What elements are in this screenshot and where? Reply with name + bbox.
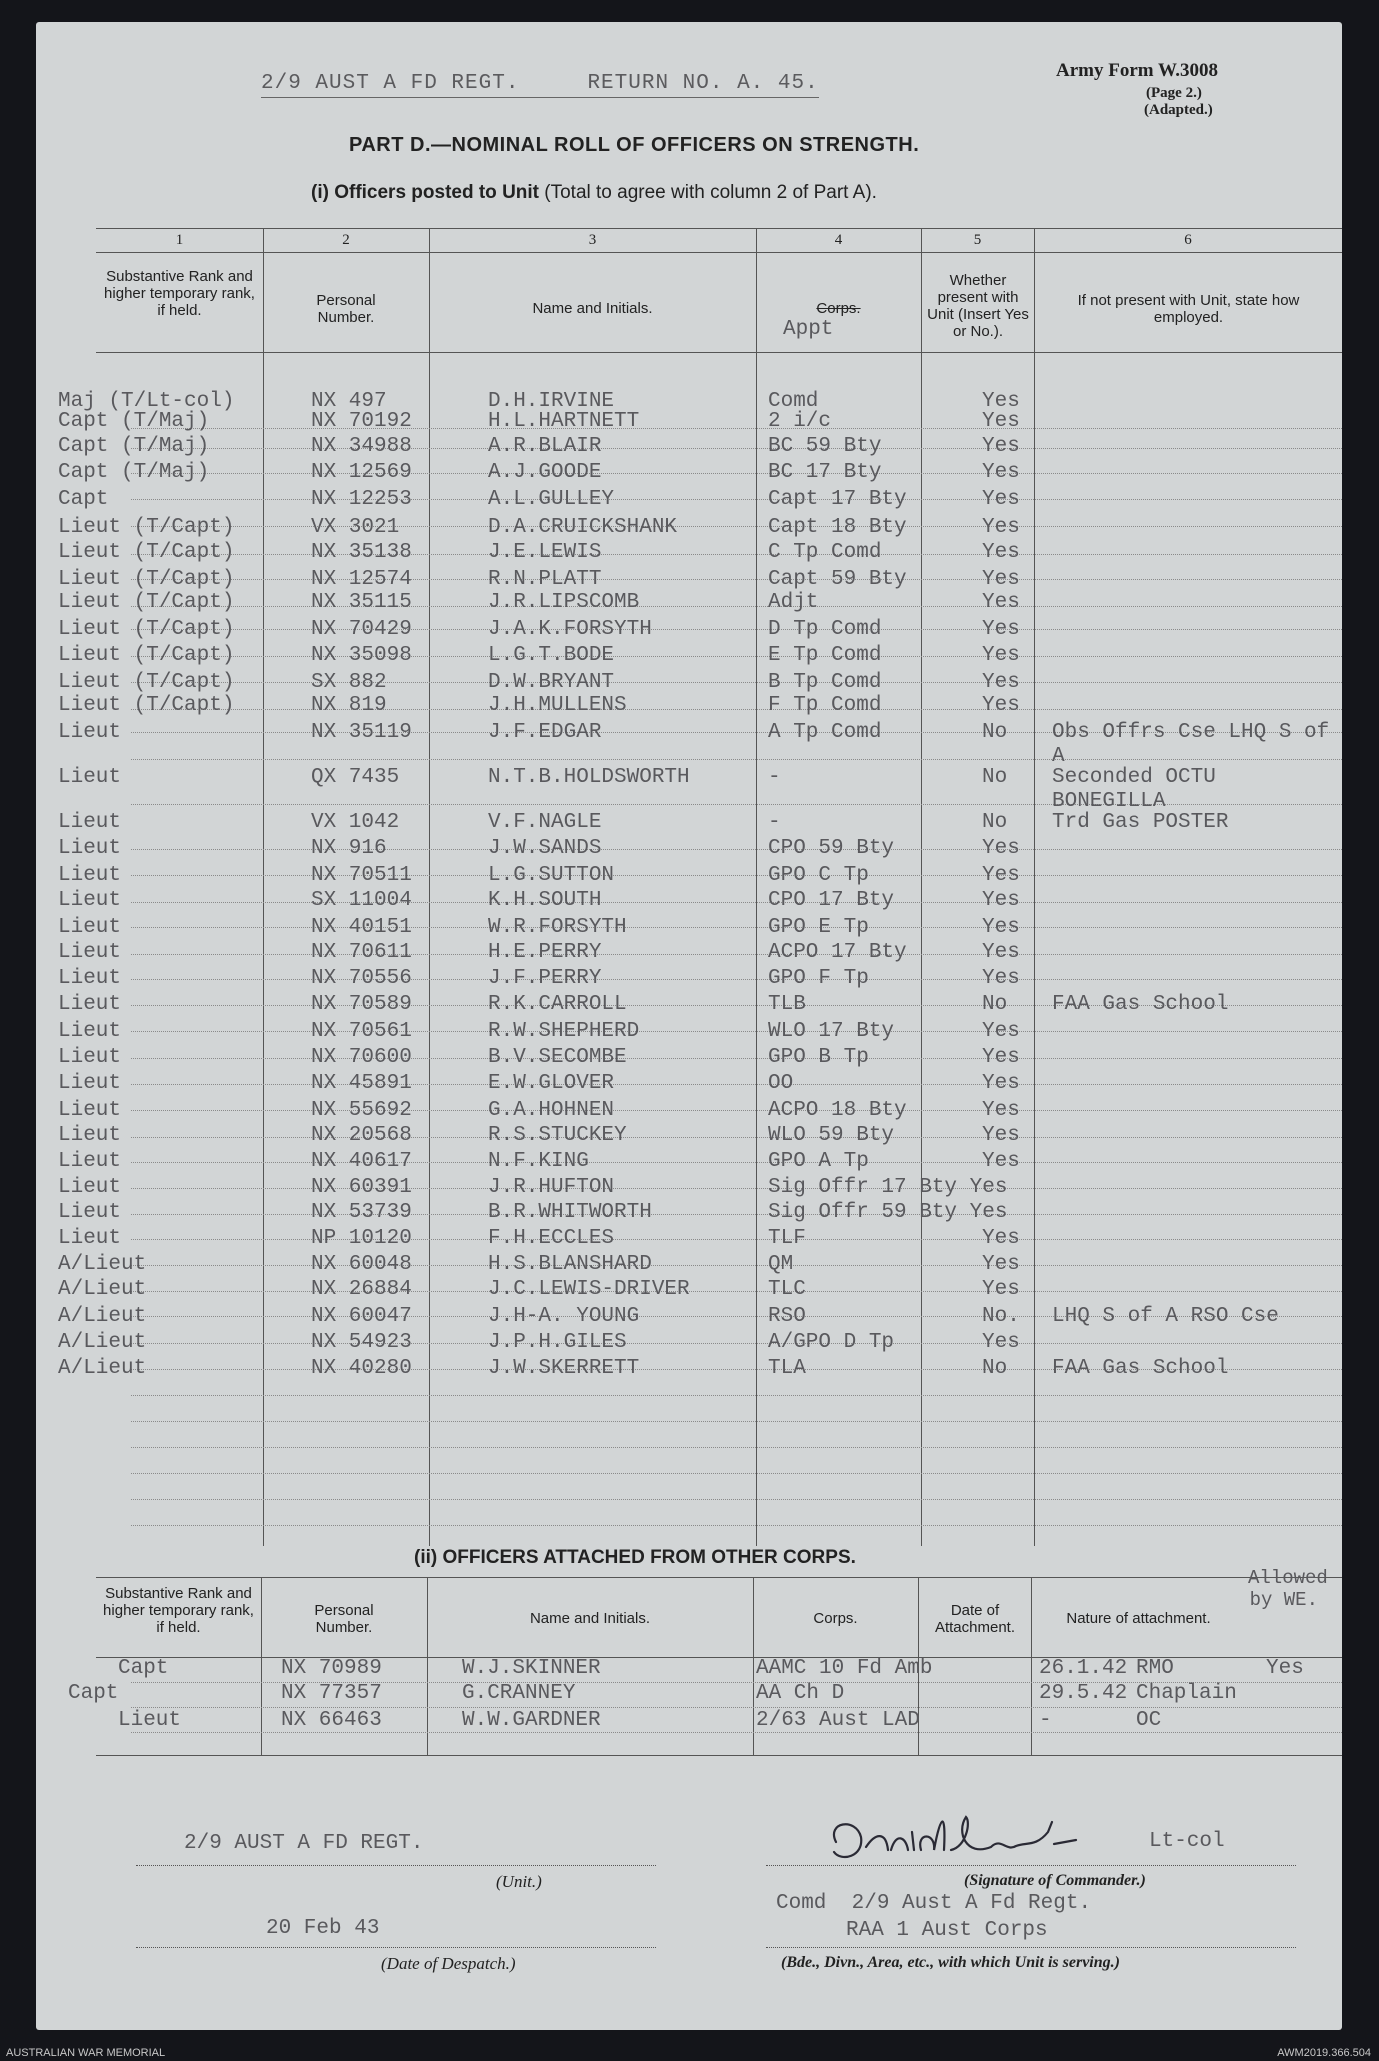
header-employed: If not present with Unit, state how employed. <box>1077 292 1300 326</box>
cell-name: A.L.GULLEY <box>488 488 615 511</box>
cell-appt: QM <box>768 1253 794 1276</box>
cell-appt: 2 i/c <box>768 410 832 433</box>
cell-rank: Lieut <box>58 1201 122 1224</box>
cell-pnum: NX 70561 <box>311 1020 412 1043</box>
cell-present: Yes <box>982 941 1020 964</box>
cell-present: No <box>982 811 1008 834</box>
cell-name: J.E.LEWIS <box>488 541 602 564</box>
cell-appt: TLF <box>768 1227 806 1250</box>
cell-name: J.W.SKERRETT <box>488 1357 640 1380</box>
cell-pnum: SX 11004 <box>311 889 412 912</box>
unit-value: 2/9 AUST A FD REGT. <box>184 1832 424 1855</box>
form-page: (Page 2.) <box>1146 85 1202 101</box>
cell-rank: Lieut <box>58 967 122 990</box>
cell-pnum: QX 7435 <box>311 766 400 789</box>
cell-appt: F Tp Comd <box>768 694 882 717</box>
t2-cell-date: 29.5.42 <box>1039 1682 1128 1705</box>
cell-appt: BC 59 Bty <box>768 435 882 458</box>
t2-cell-date: - <box>1039 1709 1052 1732</box>
credit-right: AWM2019.366.504 <box>1277 2047 1371 2059</box>
cell-present: No. <box>982 1305 1020 1328</box>
t2-cell-pnum: NX 66463 <box>281 1709 382 1732</box>
cell-present: No <box>982 721 1008 744</box>
cell-present: Yes <box>982 1099 1020 1122</box>
commander-signature <box>816 1802 1096 1882</box>
cell-appt: Comd <box>768 390 819 413</box>
cell-rank: Lieut (T/Capt) <box>58 591 235 614</box>
table1-col-divider <box>263 228 264 1546</box>
cell-present: Yes <box>982 591 1020 614</box>
cell-pnum: NX 497 <box>311 390 387 413</box>
cell-name: N.F.KING <box>488 1150 589 1173</box>
cell-rank: Lieut (T/Capt) <box>58 671 235 694</box>
cell-pnum: VX 1042 <box>311 811 400 834</box>
comd-line-1: Comd 2/9 Aust A Fd Regt. <box>776 1892 1092 1915</box>
cell-name: J.H.MULLENS <box>488 694 627 717</box>
cell-rank: Lieut (T/Capt) <box>58 694 235 717</box>
header-present: Whether present with Unit (Insert Yes or No.). <box>927 272 1029 340</box>
cell-pnum: NX 60391 <box>311 1176 412 1199</box>
cell-pnum: NX 916 <box>311 837 387 860</box>
cell-rank: Lieut <box>58 1176 122 1199</box>
t2-cell-corps: 2/63 Aust LAD <box>756 1709 920 1732</box>
t2-cell-name: W.J.SKINNER <box>462 1657 601 1680</box>
cell-present: Yes <box>982 864 1020 887</box>
row-rule <box>131 1499 1342 1500</box>
cell-name: V.F.NAGLE <box>488 811 602 834</box>
cell-rank: Lieut <box>58 1020 122 1043</box>
cell-rank: A/Lieut <box>58 1331 147 1354</box>
cell-rank: Lieut <box>58 1099 122 1122</box>
cell-appt: Adjt <box>768 591 819 614</box>
cell-appt: OO <box>768 1072 794 1095</box>
cell-name: J.R.HUFTON <box>488 1176 615 1199</box>
bde-rule <box>766 1947 1296 1948</box>
cell-pnum: NX 40151 <box>311 916 412 939</box>
cell-present: Yes <box>982 410 1020 433</box>
row-rule <box>131 1473 1342 1474</box>
t2-row-rule <box>131 1707 1342 1708</box>
header-personal-number: Personal Number. <box>316 292 376 326</box>
cell-rank: Lieut <box>58 993 122 1016</box>
cell-present: Yes <box>982 435 1020 458</box>
cell-name: G.A.HOHNEN <box>488 1099 615 1122</box>
col-number: 5 <box>973 232 982 248</box>
cell-pnum: NP 10120 <box>311 1227 412 1250</box>
cell-name: A.J.GOODE <box>488 461 602 484</box>
cell-pnum: NX 70611 <box>311 941 412 964</box>
cell-rank: A/Lieut <box>58 1253 147 1276</box>
cell-employed: FAA Gas School <box>1052 1357 1229 1380</box>
cell-present: Yes <box>982 837 1020 860</box>
cell-rank: Capt (T/Maj) <box>58 435 210 458</box>
table1-col-divider <box>1034 228 1035 1546</box>
cell-present: Yes <box>982 1046 1020 1069</box>
col-number: 2 <box>342 232 350 248</box>
table2-top-rule <box>96 1577 1342 1578</box>
cell-rank: Lieut (T/Capt) <box>58 516 235 539</box>
cell-pnum: NX 26884 <box>311 1278 412 1301</box>
section-i-note: (Total to agree with column 2 of Part A). <box>544 182 877 203</box>
allowed-by-we-note: Allowed by WE. <box>1248 1567 1328 1611</box>
cell-pnum: NX 60047 <box>311 1305 412 1328</box>
cell-appt: B Tp Comd <box>768 671 882 694</box>
cell-rank: Lieut <box>58 811 122 834</box>
t2-cell-rank: Lieut <box>118 1709 182 1732</box>
cell-appt: D Tp Comd <box>768 618 882 641</box>
header-corps: Corps. <box>816 300 861 317</box>
t2-cell-pnum: NX 70989 <box>281 1657 382 1680</box>
t2-cell-corps: AAMC 10 Fd Amb <box>756 1657 933 1680</box>
cell-name: L.G.T.BODE <box>488 644 615 667</box>
cell-appt: TLB <box>768 993 806 1016</box>
cell-pnum: NX 70600 <box>311 1046 412 1069</box>
cell-pnum: NX 12569 <box>311 461 412 484</box>
cell-rank: Lieut <box>58 721 122 744</box>
cell-name: D.A.CRUICKSHANK <box>488 516 678 539</box>
signature-label: (Signature of Commander.) <box>964 1872 1146 1889</box>
cell-name: J.R.LIPSCOMB <box>488 591 640 614</box>
cell-appt: GPO F Tp <box>768 967 869 990</box>
cell-name: W.R.FORSYTH <box>488 916 627 939</box>
cell-rank: Lieut <box>58 864 122 887</box>
table2-col-divider <box>1031 1577 1032 1755</box>
cell-rank: Capt <box>58 488 109 511</box>
t2-cell-allowed: Yes <box>1266 1657 1304 1680</box>
table2-col-divider <box>427 1577 428 1755</box>
cell-rank: Lieut <box>58 1227 122 1250</box>
cell-present: Yes <box>982 967 1020 990</box>
cell-appt: A/GPO D Tp <box>768 1331 895 1354</box>
table1-col-divider <box>756 228 757 1546</box>
table1-col-divider <box>429 228 430 1546</box>
corps-overtype-appt: Appt <box>783 318 834 341</box>
cell-employed: FAA Gas School <box>1052 993 1229 1016</box>
cell-pnum: NX 40617 <box>311 1150 412 1173</box>
cell-rank: Lieut <box>58 1150 122 1173</box>
t2-header-name: Name and Initials. <box>529 1610 651 1627</box>
cell-pnum: NX 35119 <box>311 721 412 744</box>
t2-cell-nature: RMO <box>1136 1657 1174 1680</box>
cell-pnum: NX 54923 <box>311 1331 412 1354</box>
table2-col-divider <box>261 1577 262 1755</box>
cell-present: Yes <box>982 390 1020 413</box>
cell-present: Yes <box>982 644 1020 667</box>
cell-name: D.H.IRVINE <box>488 390 615 413</box>
cell-appt: WLO 17 Bty <box>768 1020 895 1043</box>
cell-appt: ACPO 18 Bty <box>768 1099 907 1122</box>
cell-pnum: VX 3021 <box>311 516 400 539</box>
col-number: 3 <box>588 232 597 248</box>
table2-bottom-rule <box>96 1755 1342 1756</box>
cell-rank: Lieut <box>58 1072 122 1095</box>
cell-name: B.V.SECOMBE <box>488 1046 627 1069</box>
cell-appt: WLO 59 Bty <box>768 1124 895 1147</box>
cell-pnum: NX 20568 <box>311 1124 412 1147</box>
table1-colnum-rule <box>96 252 1342 253</box>
cell-employed: Trd Gas POSTER <box>1052 811 1229 834</box>
cell-appt: RSO <box>768 1305 806 1328</box>
cell-pnum: NX 12253 <box>311 488 412 511</box>
credit-left: AUSTRALIAN WAR MEMORIAL <box>6 2047 166 2059</box>
cell-present: Yes <box>982 1150 1020 1173</box>
cell-name: B.R.WHITWORTH <box>488 1201 652 1224</box>
table2-col-divider <box>753 1577 754 1755</box>
cell-present: Yes <box>982 1124 1020 1147</box>
form-adapted: (Adapted.) <box>1144 102 1213 118</box>
cell-pnum: NX 35115 <box>311 591 412 614</box>
cell-rank: Lieut <box>58 889 122 912</box>
cell-appt: TLC <box>768 1278 806 1301</box>
cell-pnum: NX 35138 <box>311 541 412 564</box>
cell-rank: A/Lieut <box>58 1305 147 1328</box>
cell-pnum: NX 70556 <box>311 967 412 990</box>
cell-present: Yes <box>982 889 1020 912</box>
unit-label: (Unit.) <box>496 1872 542 1891</box>
cell-rank: Lieut <box>58 916 122 939</box>
cell-rank: Lieut (T/Capt) <box>58 541 235 564</box>
cell-appt: CPO 59 Bty <box>768 837 895 860</box>
cell-appt: BC 17 Bty <box>768 461 882 484</box>
table1-header-rule <box>96 352 1342 353</box>
cell-appt: Sig Offr 17 Bty Yes <box>768 1176 1008 1199</box>
cell-name: K.H.SOUTH <box>488 889 602 912</box>
cell-present: Yes <box>982 1331 1020 1354</box>
cell-employed: Seconded OCTU BONEGILLA <box>1052 766 1216 813</box>
t2-cell-rank: Capt <box>68 1682 119 1705</box>
t2-cell-pnum: NX 77357 <box>281 1682 382 1705</box>
t2-header-date: Date of Attachment. <box>934 1602 1016 1636</box>
cell-pnum: NX 60048 <box>311 1253 412 1276</box>
row-rule <box>131 1525 1342 1526</box>
cell-name: E.W.GLOVER <box>488 1072 615 1095</box>
cell-appt: Capt 18 Bty <box>768 516 907 539</box>
cell-appt: GPO B Tp <box>768 1046 869 1069</box>
cell-present: Yes <box>982 1020 1020 1043</box>
cell-pnum: NX 55692 <box>311 1099 412 1122</box>
cell-rank: Lieut <box>58 1046 122 1069</box>
cell-appt: E Tp Comd <box>768 644 882 667</box>
cell-appt: Capt 17 Bty <box>768 488 907 511</box>
date-label: (Date of Despatch.) <box>381 1954 516 1973</box>
cell-present: Yes <box>982 1253 1020 1276</box>
cell-present: Yes <box>982 461 1020 484</box>
t2-header-corps: Corps. <box>813 1610 858 1627</box>
cell-name: D.W.BRYANT <box>488 671 615 694</box>
cell-name: J.F.PERRY <box>488 967 602 990</box>
cell-pnum: NX 45891 <box>311 1072 412 1095</box>
cell-name: L.G.SUTTON <box>488 864 615 887</box>
cell-pnum: NX 819 <box>311 694 387 717</box>
cell-appt: C Tp Comd <box>768 541 882 564</box>
unit-return-line: 2/9 AUST A FD REGT. RETURN NO. A. 45. <box>261 72 819 98</box>
t2-cell-corps: AA Ch D <box>756 1682 845 1705</box>
document-sheet <box>36 22 1342 2030</box>
section-i-heading <box>311 182 877 204</box>
cell-name: R.N.PLATT <box>488 568 602 591</box>
cell-present: No <box>982 1357 1008 1380</box>
signature-rule <box>766 1865 1296 1866</box>
cell-appt: GPO C Tp <box>768 864 869 887</box>
t2-header-personal-number: Personal Number. <box>314 1602 374 1636</box>
t2-cell-nature: OC <box>1136 1709 1162 1732</box>
cell-appt: - <box>768 811 781 834</box>
cell-name: J.H-A. YOUNG <box>488 1305 640 1328</box>
comd-line-2: RAA 1 Aust Corps <box>846 1919 1048 1942</box>
cell-rank: Lieut <box>58 837 122 860</box>
cell-name: F.H.ECCLES <box>488 1227 615 1250</box>
header-rank: Substantive Rank and higher temporary rank, if held. <box>104 268 255 319</box>
cell-present: Yes <box>982 568 1020 591</box>
cell-pnum: NX 53739 <box>311 1201 412 1224</box>
date-rule <box>136 1947 656 1948</box>
cell-pnum: NX 70192 <box>311 410 412 433</box>
cell-appt: CPO 17 Bty <box>768 889 895 912</box>
cell-appt: GPO A Tp <box>768 1150 869 1173</box>
cell-appt: GPO E Tp <box>768 916 869 939</box>
t2-cell-nature: Chaplain <box>1136 1682 1237 1705</box>
t2-cell-date: 26.1.42 <box>1039 1657 1128 1680</box>
cell-rank: Lieut (T/Capt) <box>58 618 235 641</box>
date-of-despatch-value: 20 Feb 43 <box>266 1917 380 1940</box>
signature-rank: Lt-col <box>1149 1830 1225 1853</box>
cell-rank: A/Lieut <box>58 1357 147 1380</box>
cell-rank: Maj (T/Lt-col) <box>58 390 235 413</box>
cell-present: Yes <box>982 1278 1020 1301</box>
cell-rank: Lieut <box>58 941 122 964</box>
row-rule <box>131 1395 1342 1396</box>
cell-rank: Lieut (T/Capt) <box>58 644 235 667</box>
cell-employed: Obs Offrs Cse LHQ S of A <box>1052 721 1330 768</box>
cell-name: J.A.K.FORSYTH <box>488 618 652 641</box>
part-title: PART D.—NOMINAL ROLL OF OFFICERS ON STRENGTH. <box>349 134 920 156</box>
table1-col-divider <box>921 228 922 1546</box>
cell-present: Yes <box>982 618 1020 641</box>
cell-pnum: SX 882 <box>311 671 387 694</box>
cell-pnum: NX 70589 <box>311 993 412 1016</box>
cell-name: J.P.H.GILES <box>488 1331 627 1354</box>
cell-pnum: NX 35098 <box>311 644 412 667</box>
bde-label: (Bde., Divn., Area, etc., with which Unit is serving.) <box>781 1954 1120 1971</box>
unit-rule <box>136 1865 656 1866</box>
cell-name: H.S.BLANSHARD <box>488 1253 652 1276</box>
cell-present: No <box>982 766 1008 789</box>
t2-header-rank: Substantive Rank and higher temporary rank, if held. <box>103 1585 254 1636</box>
col-number: 6 <box>1184 232 1192 248</box>
cell-name: J.F.EDGAR <box>488 721 602 744</box>
t2-cell-name: W.W.GARDNER <box>462 1709 601 1732</box>
cell-present: Yes <box>982 1072 1020 1095</box>
row-rule <box>131 1421 1342 1422</box>
cell-present: Yes <box>982 516 1020 539</box>
cell-rank: Lieut <box>58 766 122 789</box>
cell-name: J.C.LEWIS-DRIVER <box>488 1278 690 1301</box>
cell-rank: A/Lieut <box>58 1278 147 1301</box>
section-ii-title: (ii) OFFICERS ATTACHED FROM OTHER CORPS. <box>414 1547 856 1568</box>
cell-rank: Lieut (T/Capt) <box>58 568 235 591</box>
cell-name: A.R.BLAIR <box>488 435 602 458</box>
cell-name: R.W.SHEPHERD <box>488 1020 640 1043</box>
cell-appt: Capt 59 Bty <box>768 568 907 591</box>
cell-appt: ACPO 17 Bty <box>768 941 907 964</box>
cell-appt: Sig Offr 59 Bty Yes <box>768 1201 1008 1224</box>
cell-present: Yes <box>982 916 1020 939</box>
cell-rank: Capt (T/Maj) <box>58 410 210 433</box>
section-i-bold: (i) Officers posted to Unit <box>311 182 539 203</box>
cell-appt: - <box>768 766 781 789</box>
cell-pnum: NX 12574 <box>311 568 412 591</box>
cell-name: R.K.CARROLL <box>488 993 627 1016</box>
cell-employed: LHQ S of A RSO Cse <box>1052 1305 1279 1328</box>
row-rule <box>131 1447 1342 1448</box>
col-number: 1 <box>175 232 184 248</box>
cell-present: Yes <box>982 541 1020 564</box>
cell-appt: A Tp Comd <box>768 721 882 744</box>
t2-cell-rank: Capt <box>118 1657 169 1680</box>
cell-name: J.W.SANDS <box>488 837 602 860</box>
cell-pnum: NX 34988 <box>311 435 412 458</box>
cell-rank: Lieut <box>58 1124 122 1147</box>
cell-name: H.E.PERRY <box>488 941 602 964</box>
t2-cell-name: G.CRANNEY <box>462 1682 576 1705</box>
cell-rank: Capt (T/Maj) <box>58 461 210 484</box>
cell-pnum: NX 70511 <box>311 864 412 887</box>
form-name: Army Form W.3008 <box>1056 60 1219 81</box>
cell-name: R.S.STUCKEY <box>488 1124 627 1147</box>
cell-present: Yes <box>982 694 1020 717</box>
col-number: 4 <box>834 232 843 248</box>
t2-header-nature: Nature of attachment. <box>1066 1610 1211 1627</box>
cell-pnum: NX 40280 <box>311 1357 412 1380</box>
cell-present: Yes <box>982 671 1020 694</box>
cell-pnum: NX 70429 <box>311 618 412 641</box>
cell-name: H.L.HARTNETT <box>488 410 640 433</box>
header-name: Name and Initials. <box>532 300 653 317</box>
cell-present: Yes <box>982 1227 1020 1250</box>
table1-top-rule <box>96 228 1342 229</box>
cell-present: No <box>982 993 1008 1016</box>
cell-appt: TLA <box>768 1357 806 1380</box>
cell-present: Yes <box>982 488 1020 511</box>
cell-name: N.T.B.HOLDSWORTH <box>488 766 690 789</box>
